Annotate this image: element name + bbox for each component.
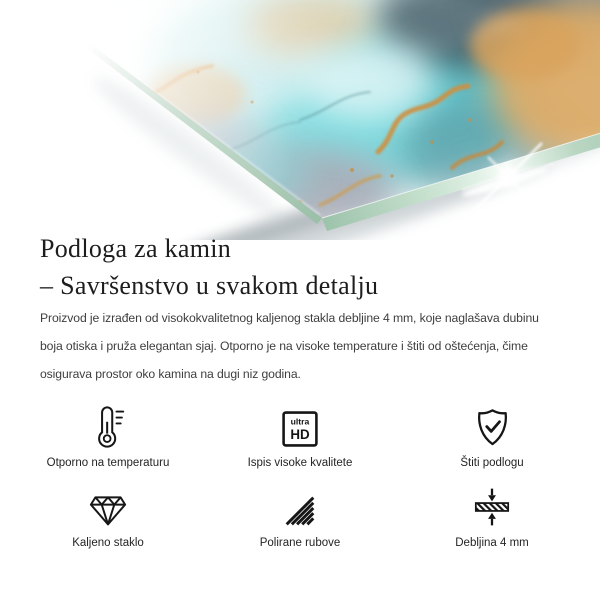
feature-label: Ispis visoke kvalitete — [247, 457, 353, 469]
page-title — [40, 230, 560, 304]
feature-protects-floor — [396, 400, 588, 470]
description-line: Proizvod je izrađen od visokokvalitetnog kaljenog stakla debljine 4 mm, koje naglašava dubinu — [40, 311, 539, 325]
diamond-icon — [88, 480, 128, 528]
feature-print-quality — [204, 400, 396, 470]
ultra-hd-icon — [281, 400, 319, 448]
product-description — [40, 304, 560, 388]
shield-check-icon — [473, 400, 512, 448]
ultra-hd-icon-text-top: ultra — [290, 416, 310, 427]
feature-temperature-resistant — [12, 400, 204, 470]
feature-label: Kaljeno staklo — [72, 537, 144, 549]
title-line-2: – Savršenstvo u svakom detalju — [40, 271, 379, 300]
feature-polished-edges — [204, 480, 396, 550]
product-description-section — [0, 230, 600, 388]
feature-thickness — [396, 480, 588, 550]
ultra-hd-icon-text-bottom: HD — [290, 426, 310, 442]
feature-label: Debljina 4 mm — [455, 537, 529, 549]
polished-edges-icon — [283, 480, 317, 528]
feature-label: Štiti podlogu — [460, 457, 524, 469]
feature-tempered-glass — [12, 480, 204, 550]
feature-label: Polirane rubove — [259, 537, 341, 549]
thickness-icon — [471, 480, 513, 528]
product-photo-glass-panel — [0, 0, 600, 240]
feature-label: Otporno na temperaturu — [46, 457, 170, 469]
description-line: boja otiska i pruža elegantan sjaj. Otporno je na visoke temperature i štiti od oštećenja, čime — [40, 339, 528, 353]
feature-grid — [12, 400, 588, 550]
thermometer-icon — [87, 400, 129, 448]
title-line-1: Podloga za kamin — [40, 234, 232, 263]
description-line: osigurava prostor oko kamina na dugi niz godina. — [40, 367, 301, 381]
